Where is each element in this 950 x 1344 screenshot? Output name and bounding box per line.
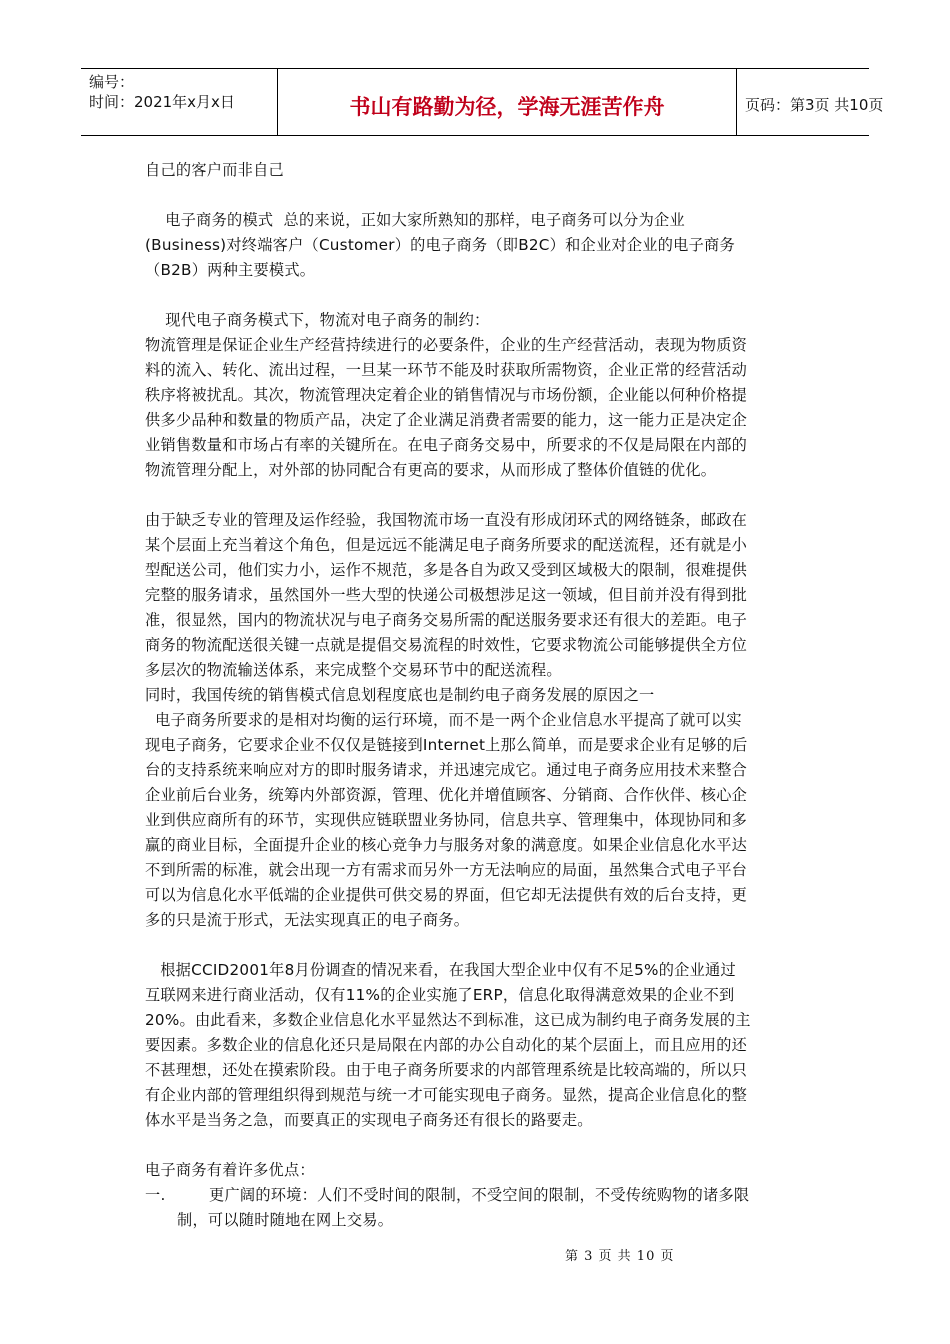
text-line: 不到所需的标准，就会出现一方有需求而另外一方无法响应的局面，虽然集合式电子平台 xyxy=(145,861,748,879)
header-motto-cell xyxy=(278,69,737,135)
page-footer: 第 3 页 共 10 页 xyxy=(565,1249,675,1264)
text-line: 更广阔的环境：人们不受时间的限制，不受空间的限制，不受传统购物的诸多限 xyxy=(209,1186,750,1204)
text-line: （B2B）两种主要模式。 xyxy=(145,261,316,279)
header-page-cell xyxy=(737,69,884,135)
text-line: 有企业内部的管理组织得到规范与统一才可能实现电子商务。显然，提高企业信息化的整 xyxy=(145,1086,748,1104)
text-line: 自己的客户而非自己 xyxy=(145,161,284,179)
text-line: 型配送公司，他们实力小，运作不规范，多是各自为政又受到区域极大的限制，很难提供 xyxy=(145,561,748,579)
paragraph-5 xyxy=(145,958,807,1133)
header-meta-cell xyxy=(81,69,278,135)
text-line: 秩序将被扰乱。其次，物流管理决定着企业的销售情况与市场份额，企业能以何种价格提 xyxy=(145,386,748,404)
text-line: 不甚理想，还处在摸索阶段。由于电子商务所要求的内部管理系统是比较高端的，所以只 xyxy=(145,1061,748,1079)
header-table xyxy=(81,68,884,136)
text-line: (Business)对终端客户（Customer）的电子商务（即B2C）和企业对企业的电子商务 xyxy=(145,236,735,254)
number-label: 编号： xyxy=(89,73,135,91)
text-line: 制，可以随时随地在网上交易。 xyxy=(177,1211,394,1229)
paragraph-4 xyxy=(145,508,807,933)
section-heading: 电子商务有着许多优点： xyxy=(145,1161,315,1179)
text-line: 物流管理分配上，对外部的协同配合有更高的要求，从而形成了整体价值链的优化。 xyxy=(145,461,717,479)
text-line: 体水平是当务之急，而要真正的实现电子商务还有很长的路要走。 xyxy=(145,1111,593,1129)
text-line: 电子商务所要求的是相对均衡的运行环境，而不是一两个企业信息水平提高了就可以实 xyxy=(145,711,742,729)
text-line: 现代电子商务模式下，物流对电子商务的制约： xyxy=(145,311,490,329)
text-line: 供多少品种和数量的物质产品，决定了企业满足消费者需要的能力，这一能力正是决定企 xyxy=(145,411,748,429)
paragraph-1 xyxy=(145,158,807,183)
text-line: 台的支持系统来响应对方的即时服务请求，并迅速完成它。通过电子商务应用技术来整合 xyxy=(145,761,748,779)
text-line: 现电子商务，它要求企业不仅仅是链接到Internet上那么简单，而是要求企业有足够的后 xyxy=(145,736,748,754)
time-label: 时间：2021年x月x日 xyxy=(89,93,235,111)
text-line: 多层次的物流输送体系，来完成整个交易环节中的配送流程。 xyxy=(145,661,562,679)
text-line: 赢的商业目标，全面提升企业的核心竞争力与服务对象的满意度。如果企业信息化水平达 xyxy=(145,836,748,854)
text-line: 要因素。多数企业的信息化还只是局限在内部的办公自动化的某个层面上，而且应用的还 xyxy=(145,1036,748,1054)
paragraph-3 xyxy=(145,308,807,483)
text-line: 业销售数量和市场占有率的关键所在。在电子商务交易中，所要求的不仅是局限在内部的 xyxy=(145,436,748,454)
list-item xyxy=(145,1183,807,1233)
text-line: 料的流入、转化、流出过程，一旦某一环节不能及时获取所需物资，企业正常的经营活动 xyxy=(145,361,748,379)
text-line: 业到供应商所有的环节，实现供应链联盟业务协同，信息共享、管理集中，体现协同和多 xyxy=(145,811,748,829)
text-line: 同时，我国传统的销售模式信息划程度底也是制约电子商务发展的原因之一 xyxy=(145,686,655,704)
text-line: 20%。由此看来，多数企业信息化水平显然达不到标准，这已成为制约电子商务发展的主 xyxy=(145,1011,751,1029)
text-line: 多的只是流于形式，无法实现真正的电子商务。 xyxy=(145,911,470,929)
text-line: 完整的服务请求，虽然国外一些大型的快递公司极想涉足这一领域，但目前并没有得到批 xyxy=(145,586,748,604)
text-line: 互联网来进行商业活动，仅有11%的企业实施了ERP，信息化取得满意效果的企业不到 xyxy=(145,986,735,1004)
text-line: 根据CCID2001年8月份调查的情况来看，在我国大型企业中仅有不足5%的企业通过 xyxy=(145,961,736,979)
text-line: 可以为信息化水平低端的企业提供可供交易的界面，但它却无法提供有效的后台支持，更 xyxy=(145,886,748,904)
document-body xyxy=(145,158,807,1233)
list-number: 一. xyxy=(145,1186,166,1204)
text-line: 商务的物流配送很关键一点就是提倡交易流程的时效性，它要求物流公司能够提供全方位 xyxy=(145,636,748,654)
paragraph-2 xyxy=(145,208,807,283)
motto-text: 书山有路勤为径，学海无涯苦作舟 xyxy=(349,95,665,119)
text-line: 企业前后台业务，统筹内外部资源，管理、优化并增值顾客、分销商、合作伙伴、核心企 xyxy=(145,786,748,804)
paragraph-6 xyxy=(145,1158,807,1233)
text-line: 物流管理是保证企业生产经营持续进行的必要条件，企业的生产经营活动，表现为物质资 xyxy=(145,336,748,354)
text-line: 电子商务的模式 总的来说，正如大家所熟知的那样，电子商务可以分为企业 xyxy=(145,211,685,229)
text-line: 某个层面上充当着这个角色，但是远远不能满足电子商务所要求的配送流程，还有就是小 xyxy=(145,536,748,554)
text-line: 准，很显然，国内的物流状况与电子商务交易所需的配送服务要求还有很大的差距。电子 xyxy=(145,611,748,629)
text-line: 由于缺乏专业的管理及运作经验，我国物流市场一直没有形成闭环式的网络链条，邮政在 xyxy=(145,511,748,529)
page-label: 页码：第3页 共10页 xyxy=(745,96,884,114)
